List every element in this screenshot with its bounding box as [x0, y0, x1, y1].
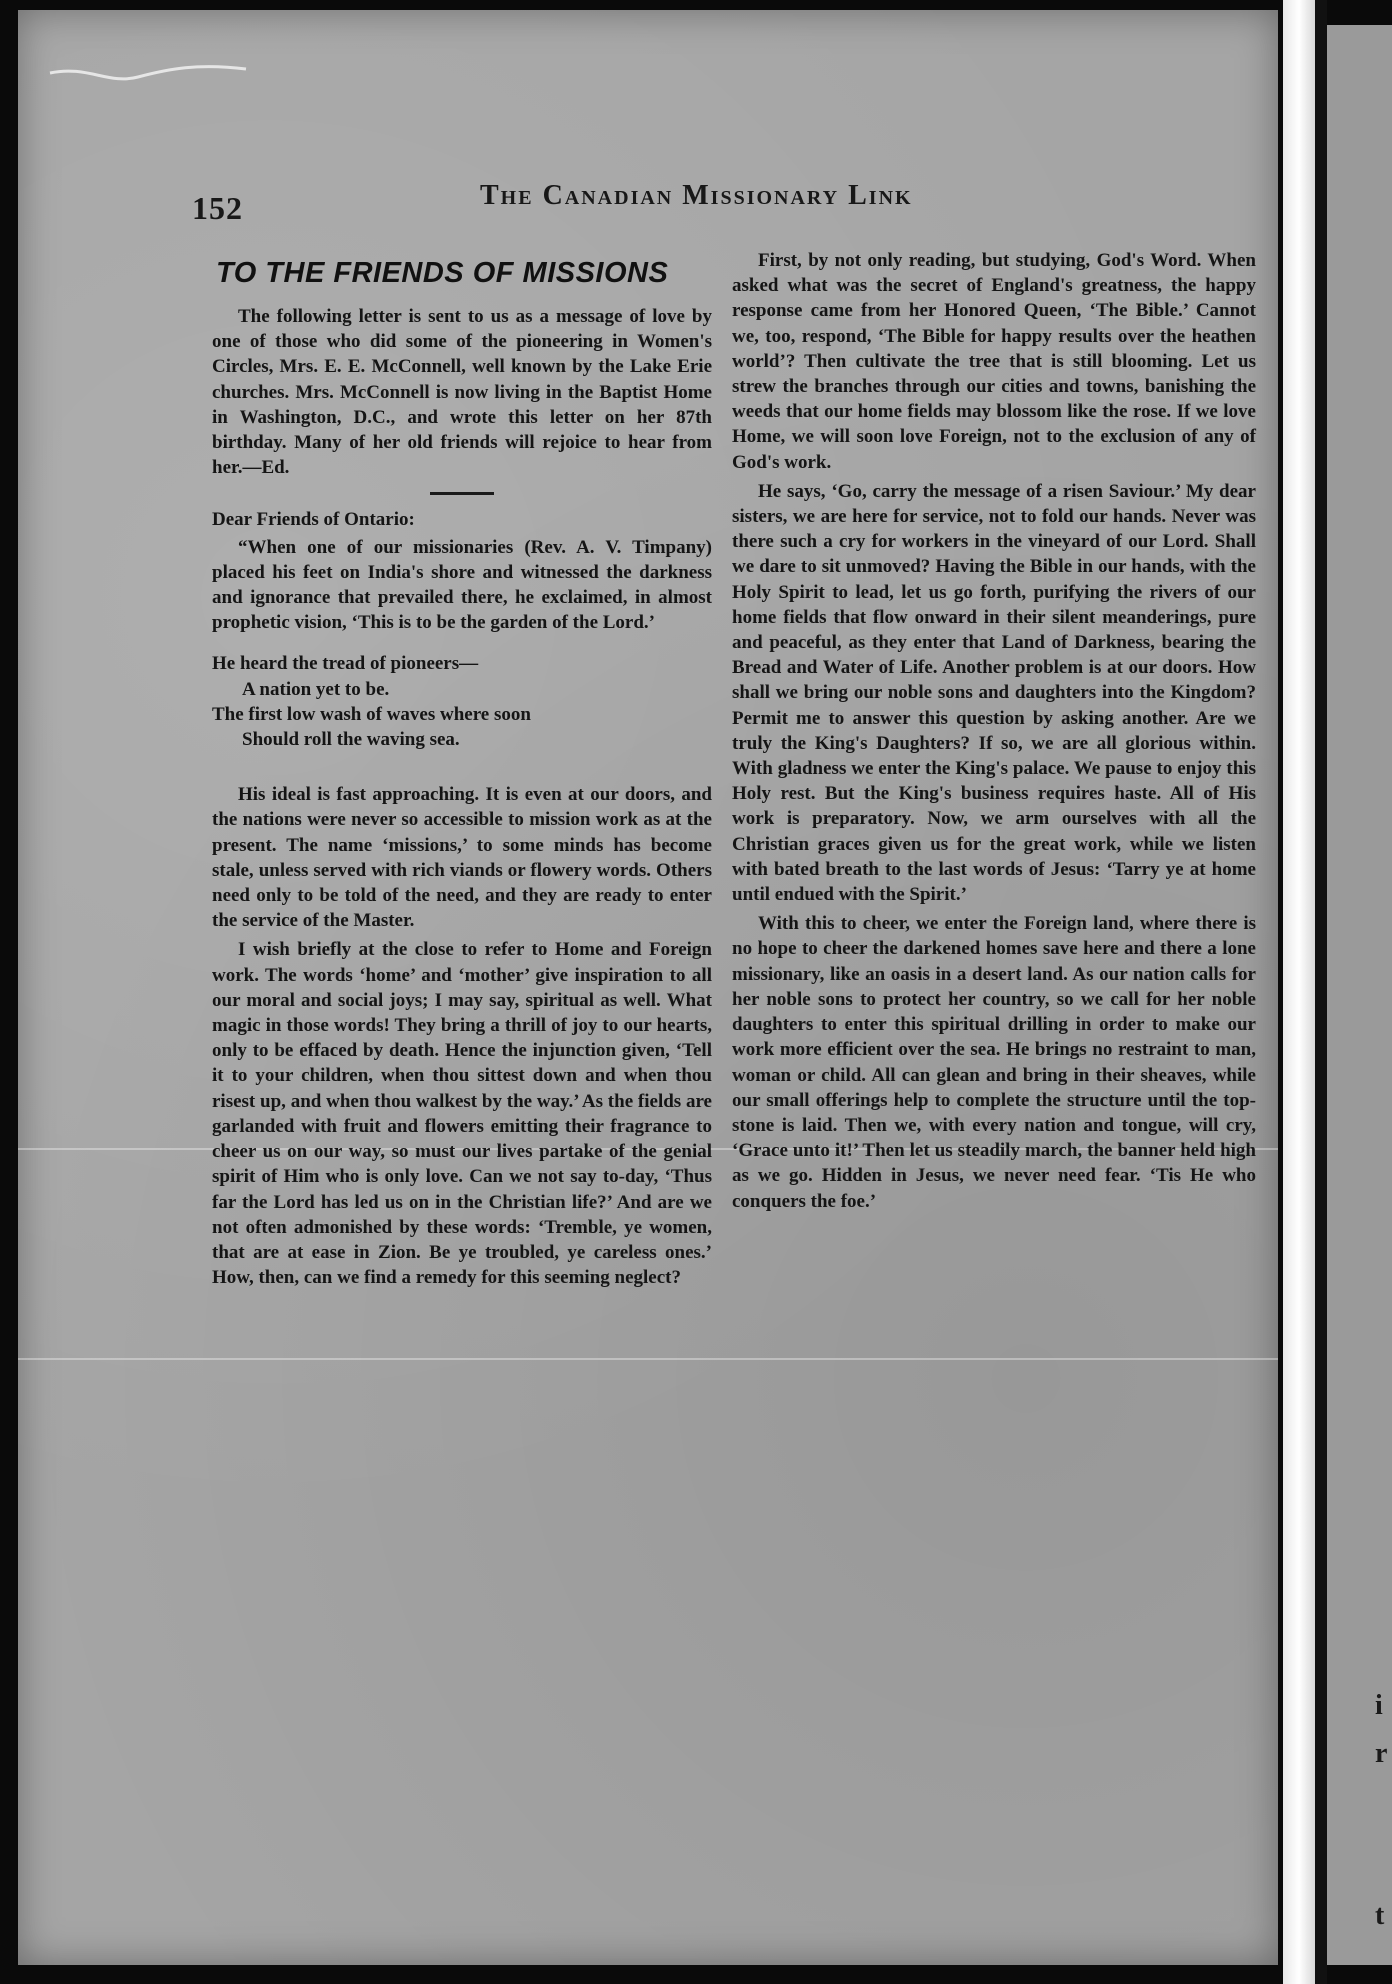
binding-shadow [1315, 0, 1327, 1984]
letter-paragraph: His ideal is fast approaching. It is even at our doors, and the nations were never so accessible to mission work as at the present. The name ‘missions,’ to some minds has become stale, unless served with rich viands or flowery words. Others need only to be told of the need, and they are ready to enter the service of the Master. [212, 784, 712, 932]
adjacent-page-edge [1327, 25, 1392, 1965]
page-number: 152 [192, 190, 243, 226]
letter-paragraph: With this to cheer, we enter the Foreign land, where there is no hope to cheer the darkened homes save here and there a lone missionary, like an oasis in a desert land. As our nation calls for her noble sons to protect her country, so we call for her noble daughters to enter this spiritual drilling in order to make our work more efficient over the sea. He brings no restraint to man, woman or child. All can glean and bring in their sheaves, while our small offerings help to complete the structure until the top-stone is laid. Then we, with every nation and tongue, will cry, ‘Grace unto it!’ Then let us steadily march, the banner held high as we go. Hidden in Jesus, we never need fear. ‘Tis He who conquers the foe.’ [732, 913, 1256, 1212]
adjacent-text-fragment: t [1375, 1900, 1385, 1931]
verse-line: He heard the tread of pioneers— [212, 653, 479, 675]
letter-paragraph: First, by not only reading, but studying, God's Word. When asked what was the secret of England's greatness, the happy response came from her Honored Queen, ‘The Bible.’ Cannot we, too, respond, ‘The Bible for happy results over the heathen world’? Then cultivate the tree that is still blooming. Let us strew the branches through our cities and towns, banishing the weeds that our home fields may blossom like the rose. If we love Home, we will soon love Foreign, not to the exclusion of any of God's work. [732, 250, 1256, 473]
scratch-mark [48, 55, 248, 90]
article-title: TO THE FRIENDS OF MISSIONS [216, 257, 669, 289]
intro-paragraph: The following letter is sent to us as a message of love by one of those who did some of the pioneering in Women's Circles, Mrs. E. E. McConnell, well known by the Lake Erie churches. Mrs. McConnell is now living in the Baptist Home in Washington, D.C., and wrote this letter on her 87th birthday. Many of her old friends will rejoice to hear from her.—Ed. [212, 306, 712, 479]
letter-paragraph: “When one of our missionaries (Rev. A. V. Timpany) placed his feet on India's shore and witnessed the darkness and ignorance that prevailed there, he exclaimed, in almost prophetic vision, ‘This is to be the garden of the Lord.’ [212, 536, 712, 634]
divider-rule [430, 492, 494, 495]
letter-paragraph: He says, ‘Go, carry the message of a risen Saviour.’ My dear sisters, we are here for service, not to fold our hands. Never was there such a cry for workers in the vineyard of our Lord. Shall we dare to sit unmoved? Having the Bible in our hands, with the Holy Spirit to lead, let us go forth, purifying the rivers of our home fields that flow onward in their silent meanderings, pure and peaceful, as they enter that Land of Darkness, bearing the Bread and Water of Life. Another problem is at our doors. How shall we bring our noble sons and daughters into the Kingdom? Permit me to answer this question by asking another. Are we truly the King's Daughters? If so, we are all glorious within. With gladness we enter the King's palace. We pause to enjoy this Holy rest. But the King's business requires haste. All of His work is preparatory. Now, we arm ourselves with all the Christian graces given us for the great work, while we listen with bated breath to the last words of Jesus: ‘Tarry ye at home until endued with the Spirit.’ [732, 480, 1256, 906]
fold-line [18, 1358, 1278, 1360]
verse-line: The first low wash of waves where soon [212, 703, 531, 725]
column-right [732, 248, 1256, 1214]
letter-paragraph: I wish briefly at the close to refer to Home and Foreign work. The words ‘home’ and ‘mother’ give inspiration to all our moral and social joys; I may say, spiritual as well. What magic in those words! They bring a thrill of joy to our hearts, only to be effaced by death. Hence the injunction given, ‘Tell it to your children, when thou sittest down and when thou risest up, and when thou walkest by the way.’ As the fields are garlanded with fruit and flowers emitting their fragrance to cheer us on our way, so must our lives partake of the genial spirit of Him who is only love. Can we not say to-day, ‘Thus far the Lord has led us on in the Christian life?’ And are we not often admonished by these words: ‘Tremble, ye women, that are at ease in Zion. Be ye troubled, ye careless ones.’ How, then, can we find a remedy for this seeming neglect? [212, 939, 712, 1289]
column-left [212, 250, 712, 1290]
verse-line: Should roll the waving sea. [242, 729, 460, 751]
running-head: The Canadian Missionary Link [480, 180, 913, 211]
verse-line: A nation yet to be. [242, 678, 390, 700]
adjacent-text-fragment: r [1375, 1738, 1388, 1769]
adjacent-text-fragment: i [1375, 1690, 1383, 1721]
binding-gutter [1283, 0, 1315, 1984]
verse-block [212, 651, 712, 752]
salutation: Dear Friends of Ontario: [212, 509, 415, 531]
